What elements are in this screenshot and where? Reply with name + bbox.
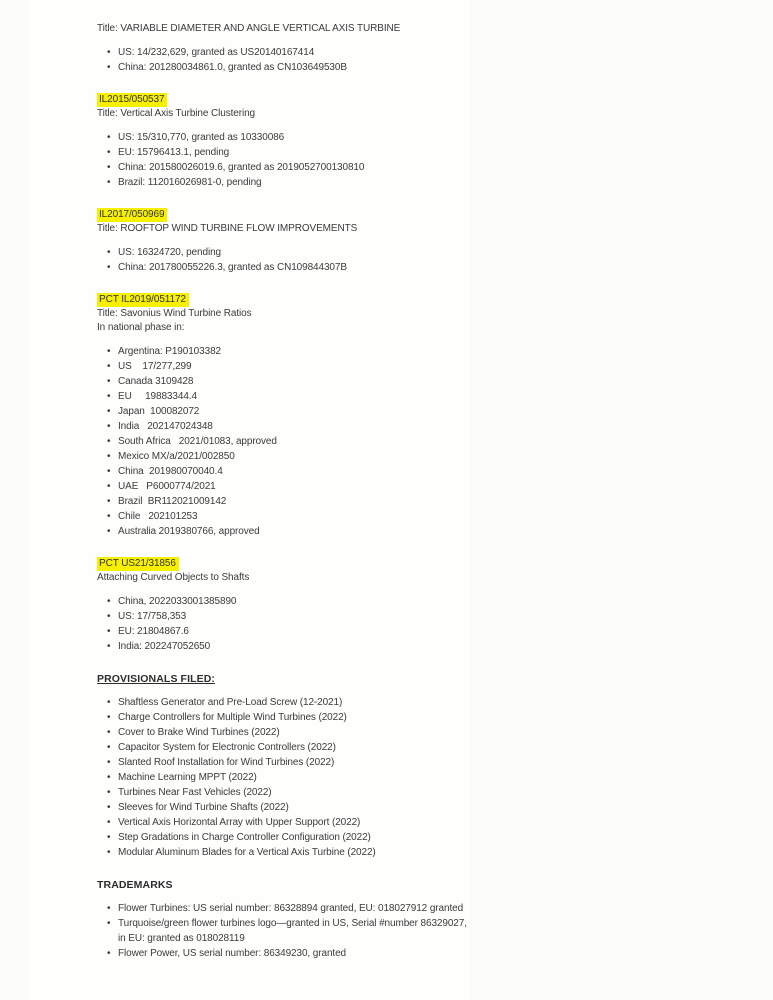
heading-section (97, 672, 469, 860)
bullet-item: • US: 14/232,629, granted as US20140167414 (97, 45, 469, 60)
section-text-line: Title: Vertical Axis Turbine Clustering (97, 108, 256, 119)
bullet-item: • Brazil: 112016026981-0, pending (97, 175, 469, 190)
bullet-list (97, 695, 469, 860)
patent-number-highlight: PCT IL2019/051172 (97, 293, 189, 307)
bullet-list (97, 130, 469, 190)
section-text-line: Attaching Curved Objects to Shafts (97, 572, 250, 583)
bullet-item: • Japan 100082072 (97, 404, 469, 419)
patent-section (97, 557, 469, 654)
bullet-item: • Flower Power, US serial number: 86349230, granted (97, 946, 469, 961)
bullet-item: • China: 201580026019.6, granted as 2019052700130810 (97, 160, 469, 175)
bullet-item: • Machine Learning MPPT (2022) (97, 770, 469, 785)
bullet-list (97, 245, 469, 275)
bullet-item: • Turquoise/green flower turbines logo—granted in US, Serial #number 86329027, in EU: granted as 018028119 (97, 916, 469, 946)
bullet-item: • US: 16324720, pending (97, 245, 469, 260)
bullet-item: • Step Gradations in Charge Controller Configuration (2022) (97, 830, 469, 845)
bullet-list (97, 344, 469, 539)
patent-section (97, 93, 469, 190)
bullet-list (97, 594, 469, 654)
bullet-item: • Argentina: P190103382 (97, 344, 469, 359)
patent-number-highlight: IL2015/050537 (97, 93, 167, 107)
bullet-item: • China 201980070040.4 (97, 464, 469, 479)
patent-number-line (97, 557, 469, 571)
section-text-line: Title: Savonius Wind Turbine Ratios (97, 308, 252, 319)
bullet-item: • South Africa 2021/01083, approved (97, 434, 469, 449)
bullet-item: • China, 2022033001385890 (97, 594, 469, 609)
bullet-item: • China: 201280034861.0, granted as CN103649530B (97, 60, 469, 75)
bullet-item: • UAE P6000774/2021 (97, 479, 469, 494)
bullet-item: • Capacitor System for Electronic Controllers (2022) (97, 740, 469, 755)
patent-section (97, 22, 469, 75)
bullet-list (97, 45, 469, 75)
bullet-item: • Charge Controllers for Multiple Wind Turbines (2022) (97, 710, 469, 725)
patent-number-line (97, 293, 469, 307)
document-content (97, 22, 469, 979)
bullet-item: • Modular Aluminum Blades for a Vertical Axis Turbine (2022) (97, 845, 469, 860)
bullet-item: • Sleeves for Wind Turbine Shafts (2022) (97, 800, 469, 815)
bullet-item: • India 202147024348 (97, 419, 469, 434)
patent-section (97, 208, 469, 275)
bullet-item: • EU: 15796413.1, pending (97, 145, 469, 160)
bullet-item: • EU: 21804867.6 (97, 624, 469, 639)
bullet-item: • Mexico MX/a/2021/002850 (97, 449, 469, 464)
patent-number-line (97, 208, 469, 222)
bullet-list (97, 901, 469, 961)
bullet-item: • Brazil BR112021009142 (97, 494, 469, 509)
section-heading: TRADEMARKS (97, 879, 173, 891)
bullet-item: • Turbines Near Fast Vehicles (2022) (97, 785, 469, 800)
bullet-item: • US: 15/310,770, granted as 10330086 (97, 130, 469, 145)
bullet-item: • Australia 2019380766, approved (97, 524, 469, 539)
bullet-item: • US: 17/758,353 (97, 609, 469, 624)
bullet-item: • China: 201780055226.3, granted as CN109844307B (97, 260, 469, 275)
bullet-item: • EU 19883344.4 (97, 389, 469, 404)
bullet-item: • US 17/277,299 (97, 359, 469, 374)
heading-section (97, 878, 469, 961)
section-text-line: Title: VARIABLE DIAMETER AND ANGLE VERTICAL AXIS TURBINE (97, 23, 401, 34)
bullet-item: • Slanted Roof Installation for Wind Turbines (2022) (97, 755, 469, 770)
bullet-item: • Cover to Brake Wind Turbines (2022) (97, 725, 469, 740)
section-text-line: Title: ROOFTOP WIND TURBINE FLOW IMPROVEMENTS (97, 223, 358, 234)
patent-section (97, 293, 469, 539)
section-text-line: In national phase in: (97, 322, 185, 333)
bullet-item: • Vertical Axis Horizontal Array with Upper Support (2022) (97, 815, 469, 830)
section-heading: PROVISIONALS FILED: (97, 673, 215, 685)
bullet-item: • Canada 3109428 (97, 374, 469, 389)
bullet-item: • Chile 202101253 (97, 509, 469, 524)
bullet-item: • India: 202247052650 (97, 639, 469, 654)
bullet-item: • Shaftless Generator and Pre-Load Screw (12-2021) (97, 695, 469, 710)
patent-number-highlight: PCT US21/31856 (97, 557, 179, 571)
bullet-item: • Flower Turbines: US serial number: 86328894 granted, EU: 018027912 granted (97, 901, 469, 916)
patent-number-line (97, 93, 469, 107)
patent-number-highlight: IL2017/050969 (97, 208, 167, 222)
